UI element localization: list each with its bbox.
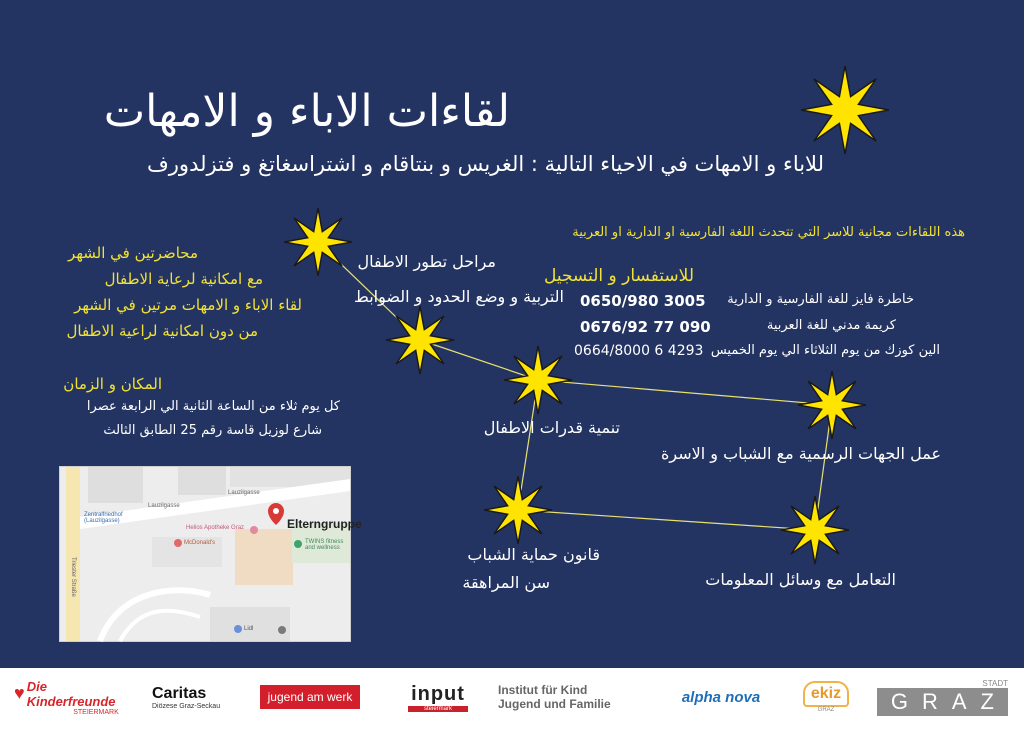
place-time-heading: المكان و الزمان (63, 375, 162, 393)
topic-adolescence: سن المراهقة (462, 573, 550, 592)
subtitle: للاباء و الامهات في الاحياء التالية : الغريس و بنتاقام و اشتراسغاتغ و فتزلدورف (147, 152, 824, 176)
location-map[interactable] (59, 466, 362, 642)
pharmacy-marker-icon (250, 526, 258, 534)
page-title: لقاءات الاباء و الامهات (103, 86, 510, 137)
logo-jugend-am-werk: jugend am werk (254, 674, 366, 720)
logo-institut: Institut für Kind Jugend und Familie (498, 683, 611, 711)
gym-marker-icon (294, 540, 302, 548)
star-authorities-icon (798, 371, 866, 439)
place-time-line-1: كل يوم ثلاء من الساعة الثانية الي الرابعة عصرا (86, 399, 340, 414)
map-restaurant-label: McDonald's (184, 540, 216, 546)
topic-youth-protection: قانون حماية الشباب (467, 545, 600, 564)
contact-name-1: خاطرة فايز للغة الفارسية و الدارية (727, 292, 914, 307)
map-gym-label: TWINS fitness and wellness (305, 539, 344, 551)
map-supermarket-label: Lidl (244, 626, 254, 632)
schedule-line-2: مع امكانية لرعاية الاطفال (104, 270, 263, 288)
contact-name-3: الين كوزك من يوم الثلاثاء الي يوم الخميس (710, 343, 940, 358)
stars (284, 66, 889, 564)
map-street-label-2: Lauzilgasse (148, 503, 180, 509)
star-development-icon (284, 208, 352, 276)
sponsor-logos (0, 668, 1024, 730)
logo-stadt-graz: STADT GRAZ (878, 674, 1008, 720)
contact-heading: للاستفسار و التسجيل (543, 266, 694, 286)
schedule-line-3: لقاء الاباء و الامهات مرتين في الشهر (74, 296, 302, 314)
logo-kinderfreunde: ♥ Die Kinderfreunde STEIERMARK (14, 678, 119, 716)
topic-abilities: تنمية قدرات الاطفال (483, 418, 620, 437)
logo-ekiz: ekiz GRAZ (796, 674, 856, 720)
map-pin-label: Elterngruppe (287, 517, 362, 531)
map-side-street-label: Triester Straße (70, 557, 76, 597)
topic-development: مراحل تطور الاطفال (357, 252, 496, 271)
restaurant-marker-icon (174, 539, 182, 547)
logo-input: input steiermark (396, 674, 480, 720)
topic-parenting: التربية و وضع الحدود و الضوابط (354, 287, 564, 306)
star-abilities-icon (504, 346, 572, 414)
heart-icon: ♥ (14, 683, 25, 703)
contact-phone-2: 0676/92 77 090 (580, 318, 711, 336)
contact-name-2: كريمة مدني للغة العربية (766, 318, 896, 333)
logo-caritas: Caritas Diözese Graz-Seckau (152, 684, 221, 710)
topic-media: التعامل مع وسائل المعلومات (705, 570, 896, 589)
topic-authorities: عمل الجهات الرسمية مع الشباب و الاسرة (661, 444, 941, 463)
free-note: هذه اللقاءات مجانية للاسر التي تتحدث اللغة الفارسية او الدارية او العربية (572, 225, 965, 240)
star-youth-icon (484, 476, 552, 544)
map-stop-label: Zentralfriedhof (Lauzilgasse) (84, 512, 123, 524)
contact-phone-3: 0664/8000 6 4293 (574, 343, 704, 359)
map-street-label: Lauzilgasse (228, 490, 260, 496)
schedule-line-1: محاضرتين في الشهر (68, 244, 198, 262)
place-time-line-2: شارع لوزيل قاسة رقم 25 الطابق الثالث (103, 423, 322, 438)
logo-alpha-nova: alpha nova (681, 688, 761, 706)
contact-phone-1: 0650/980 3005 (580, 292, 706, 310)
supermarket-marker-icon (234, 625, 242, 633)
star-parenting-icon (386, 306, 454, 374)
map-graphic (60, 467, 350, 641)
map-pharmacy-label: Helios Apotheke Graz (186, 525, 245, 531)
star-media-icon (781, 496, 849, 564)
schedule-line-4: من دون امكانية لراعية الاطفال (66, 322, 258, 340)
star-top-right-icon (801, 66, 889, 154)
